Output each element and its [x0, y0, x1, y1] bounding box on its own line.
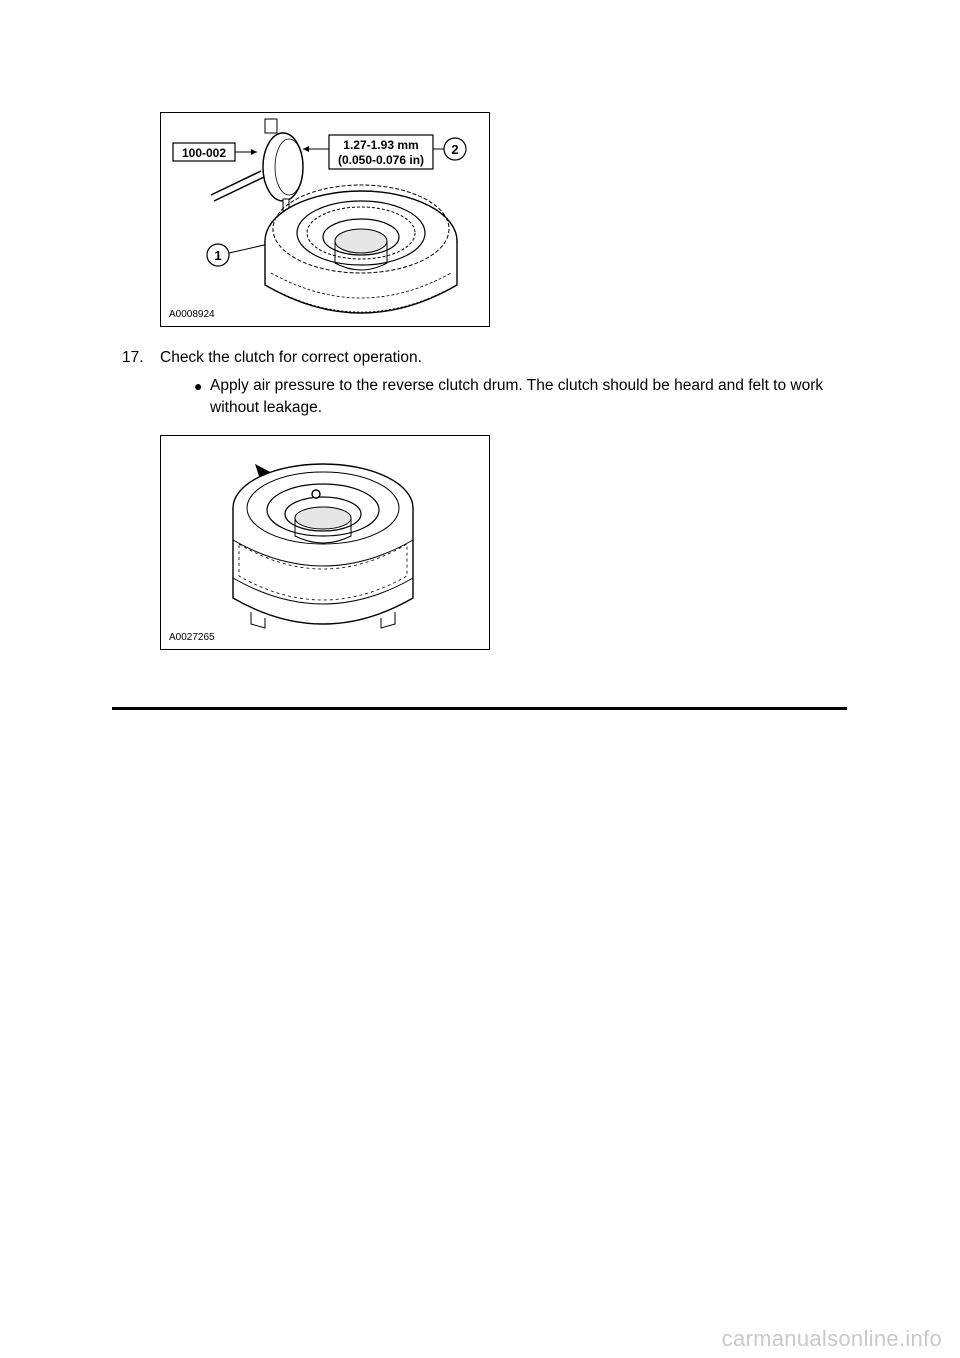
bullet-icon: ● — [194, 378, 203, 394]
step-text: Check the clutch for correct operation. — [160, 349, 422, 366]
clutch-clearance-illustration — [161, 113, 489, 326]
step-number: 17. — [122, 349, 144, 366]
tool-label: 100-002 — [181, 146, 227, 160]
air-port-icon — [312, 490, 320, 498]
section-divider — [112, 707, 847, 710]
figure-clutch-clearance — [160, 112, 490, 327]
watermark: carmanualsonline.info — [721, 1326, 942, 1351]
spec-in: (0.050-0.076 in) — [337, 153, 425, 167]
figure-2-id: A0027265 — [169, 632, 215, 643]
dial-indicator-icon — [263, 133, 303, 201]
clutch-drum-illustration — [161, 436, 489, 649]
callout-2: 2 — [451, 142, 459, 157]
callout-1: 1 — [214, 248, 222, 263]
bullet-text: Apply air pressure to the reverse clutch drum. The clutch should be heard and felt to work without leakage. — [210, 377, 824, 416]
spec-mm: 1.27-1.93 mm — [343, 138, 419, 152]
figure-1-id: A0008924 — [169, 309, 215, 320]
figure-air-pressure-port — [160, 435, 490, 650]
